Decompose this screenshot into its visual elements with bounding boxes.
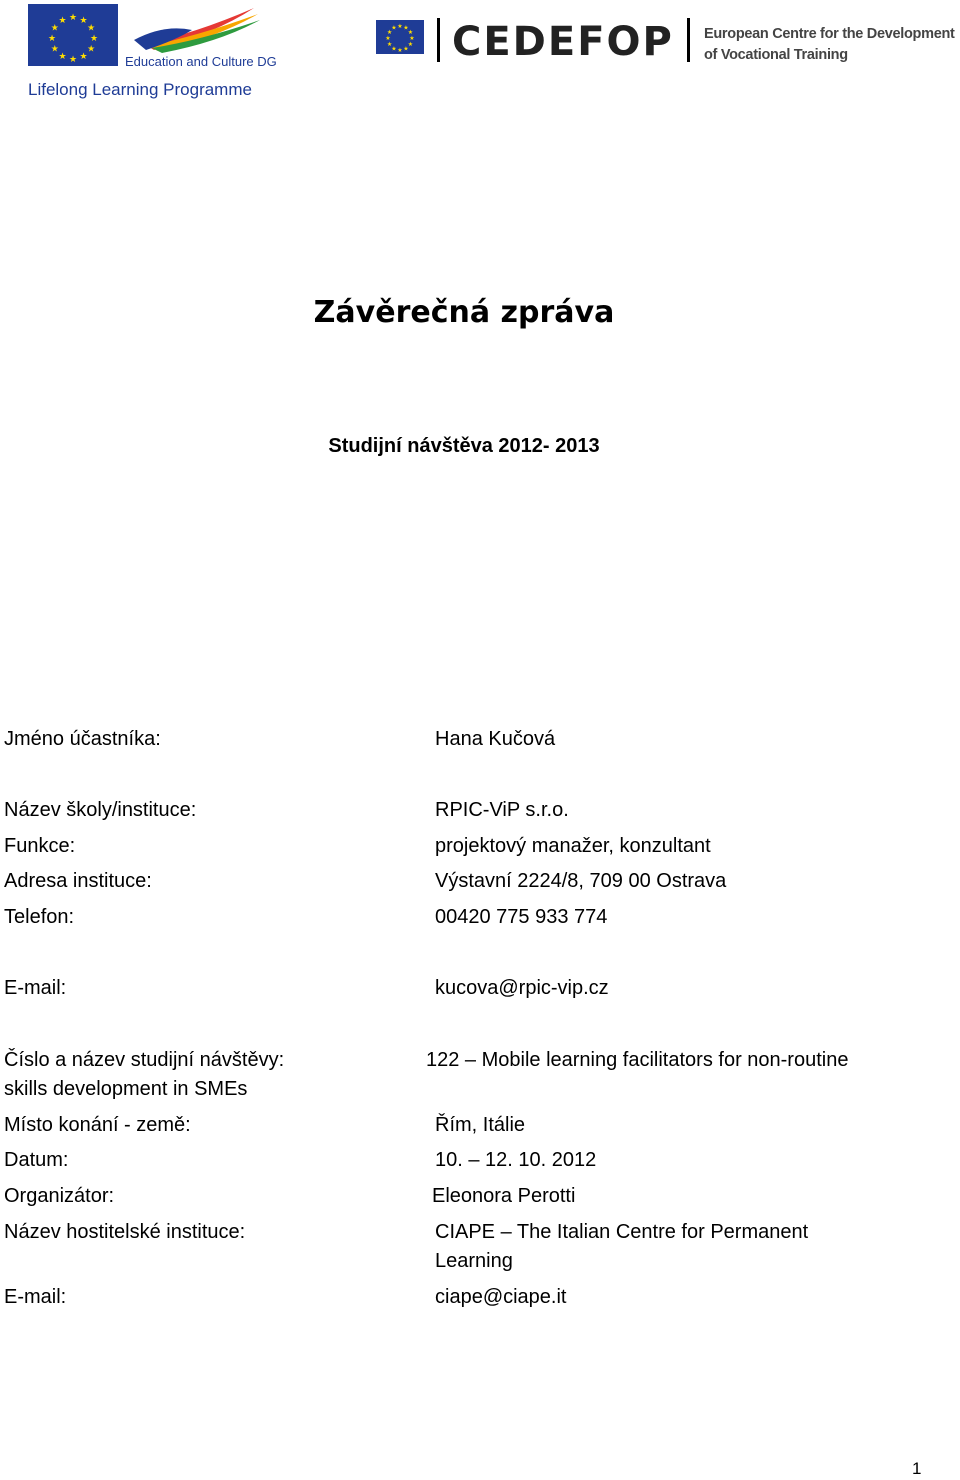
organizer-value: Eleonora Perotti [432,1185,576,1207]
cedefop-description-line2: of Vocational Training [704,47,848,63]
svg-text:★: ★ [47,33,57,43]
email-label: E-mail: [4,977,67,999]
date-value: 10. – 12. 10. 2012 [435,1149,597,1171]
cedefop-description-line1: European Centre for the Development [704,26,955,42]
phone-value: 00420 775 933 774 [435,906,608,928]
svg-text:★: ★ [391,25,397,32]
svg-text:★: ★ [385,36,391,42]
address-label: Adresa instituce: [4,870,152,892]
institution-value: RPIC-ViP s.r.o. [435,799,569,821]
svg-text:★: ★ [68,12,78,22]
participant-name-value: Hana Kučová [435,728,556,750]
date-label: Datum: [4,1149,69,1171]
svg-text:★: ★ [403,46,409,53]
cedefop-wordmark: CEDEFOP [452,19,674,65]
host-label: Název hostitelské instituce: [4,1221,246,1243]
svg-text:★: ★ [89,33,99,43]
logo-divider [437,18,440,62]
institution-label: Název školy/instituce: [4,799,197,821]
logo-divider [687,18,690,62]
visit-value-line1: 122 – Mobile learning facilitators for non-routine [426,1049,849,1071]
svg-text:★: ★ [407,42,414,48]
svg-text:★: ★ [58,51,67,62]
svg-text:★: ★ [79,51,88,62]
visit-label: Číslo a název studijní návštěvy: [4,1049,285,1071]
organizer-label: Organizátor: [4,1185,115,1207]
host-value-line1: CIAPE – The Italian Centre for Permanent [435,1221,809,1243]
venue-value: Řím, Itálie [435,1114,526,1136]
participant-name-label: Jméno účastníka: [4,728,161,750]
svg-text:★: ★ [386,30,393,36]
host-email-value: ciape@ciape.it [435,1286,567,1308]
phone-label: Telefon: [4,906,75,928]
page-number: 1 [912,1459,922,1478]
lifelong-learning-logo [26,2,277,106]
svg-text:★: ★ [58,14,67,25]
host-email-label: E-mail: [4,1286,67,1308]
lifelong-learning-programme-text: Lifelong Learning Programme [28,80,252,99]
email-value: kucova@rpic-vip.cz [435,977,609,999]
svg-text:★: ★ [50,43,59,54]
position-label: Funkce: [4,835,76,857]
svg-text:★: ★ [79,14,88,25]
svg-text:★: ★ [68,54,78,64]
svg-text:★: ★ [87,43,96,54]
svg-text:★: ★ [386,42,393,48]
svg-text:★: ★ [50,22,59,33]
eu-flag-icon [376,20,424,54]
svg-text:★: ★ [397,48,403,54]
wing-emblem-icon [124,4,264,54]
cedefop-description [704,24,955,66]
address-value: Výstavní 2224/8, 709 00 Ostrava [435,870,727,892]
host-value-line2: Learning [435,1250,513,1272]
eu-flag-icon [28,4,118,66]
position-value: projektový manažer, konzultant [435,835,711,857]
cedefop-logo [376,14,960,74]
svg-text:★: ★ [403,25,409,32]
svg-text:★: ★ [409,36,415,42]
svg-text:★: ★ [87,22,96,33]
education-culture-dg-text: Education and Culture DG [125,54,277,69]
svg-text:★: ★ [407,30,414,36]
svg-text:★: ★ [391,46,397,53]
venue-label: Místo konání - země: [4,1114,191,1136]
document-subtitle: Studijní návštěva 2012- 2013 [328,435,600,457]
visit-value-line2: skills development in SMEs [4,1078,248,1100]
svg-text:★: ★ [397,24,403,30]
document-title: Závěrečná zpráva [313,295,615,330]
